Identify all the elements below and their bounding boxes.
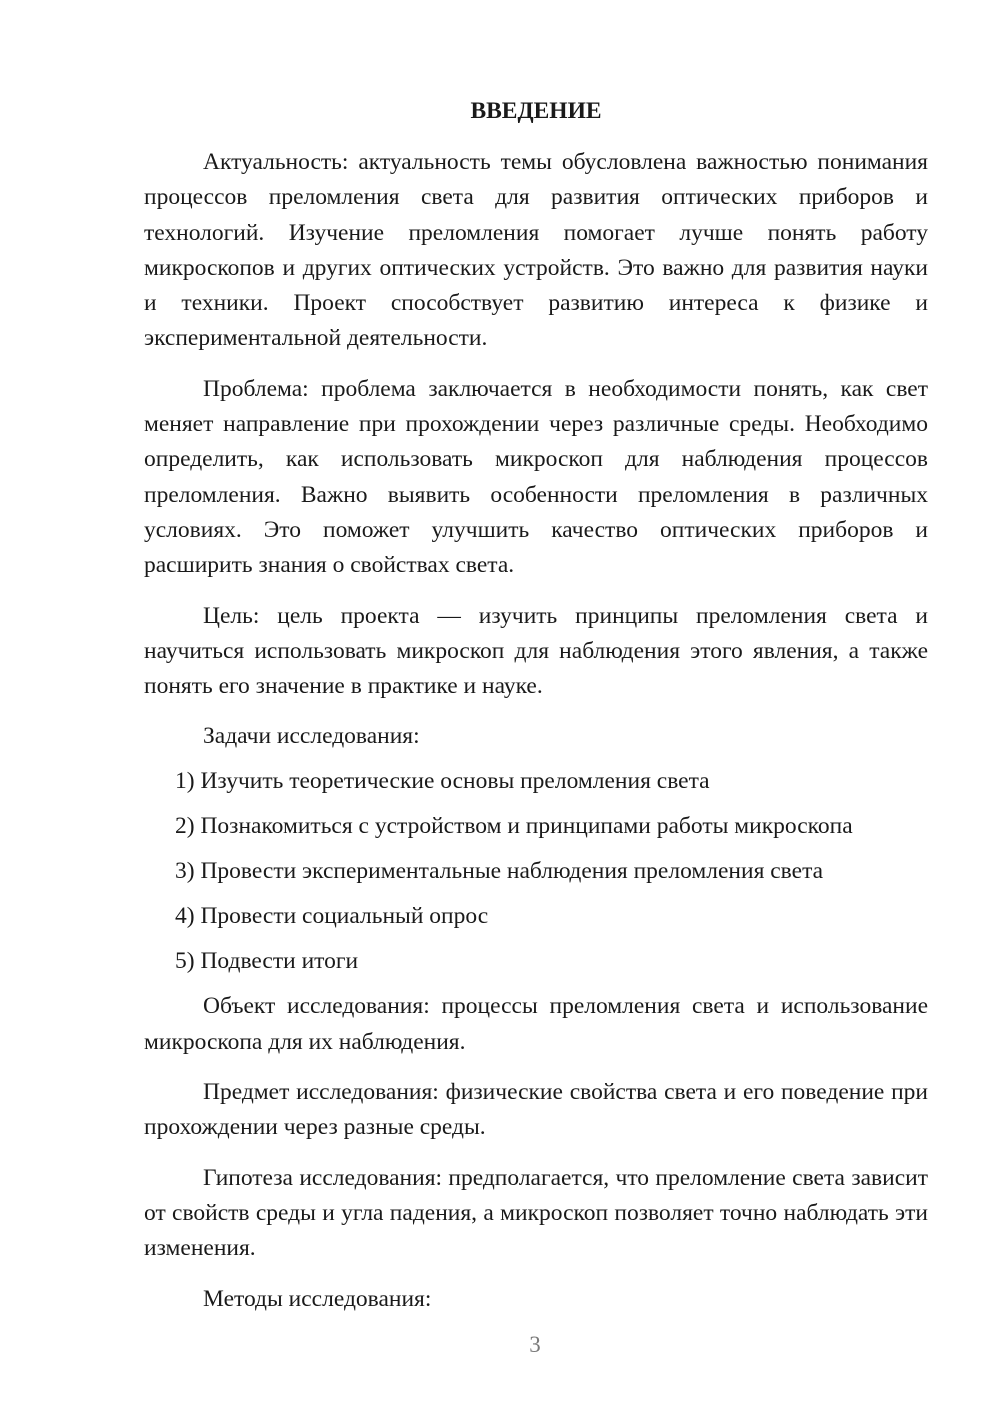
paragraph-hypothesis: Гипотеза исследования: предполагается, что преломление света зависит от свойств среды и угла падения, а микроскоп позволяет точно наблюдать эти изменения. (144, 1164, 928, 1262)
task-item: 3) Провести экспериментальные наблюдения преломления света (175, 858, 824, 885)
tasks-label: Задачи исследования: (203, 723, 420, 750)
page-content (144, 96, 928, 1327)
page-number: 3 (529, 1332, 541, 1357)
methods-label: Методы исследования: (203, 1285, 432, 1312)
paragraph-goal: Цель: цель проекта — изучить принципы преломления света и научиться использовать микроскоп для наблюдения этого явления, а также понять его значение в практике и науке. (144, 602, 928, 700)
section-heading: ВВЕДЕНИЕ (470, 98, 602, 124)
task-item: 1) Изучить теоретические основы преломления света (175, 768, 710, 795)
paragraph-subject: Предмет исследования: физические свойства света и его поведение при прохождении через разные среды. (144, 1079, 928, 1141)
paragraph-object: Объект исследования: процессы преломления света и использование микроскопа для их наблюдения. (144, 993, 928, 1055)
paragraph-problem: Проблема: проблема заключается в необходимости понять, как свет меняет направление при прохождении через различные среды. Необходимо определить, как использовать микроскоп для наблюдения процессов преломления. Важно выявить особенности преломления в различных условиях. Это поможет улучшить качество оптических приборов и расширить знания о свойствах света. (144, 375, 928, 579)
paragraph-relevance: Актуальность: актуальность темы обусловлена важностью понимания процессов преломления света для развития оптических приборов и технологий. Изучение преломления помогает лучше понять работу микроскопов и других оптических устройств. Это важно для развития науки и техники. Проект способствует развитию интереса к физике и экспериментальной деятельности. (144, 149, 928, 352)
task-item: 2) Познакомиться с устройством и принципами работы микроскопа (175, 813, 853, 840)
task-item: 5) Подвести итоги (175, 948, 359, 975)
task-item: 4) Провести социальный опрос (175, 903, 489, 930)
